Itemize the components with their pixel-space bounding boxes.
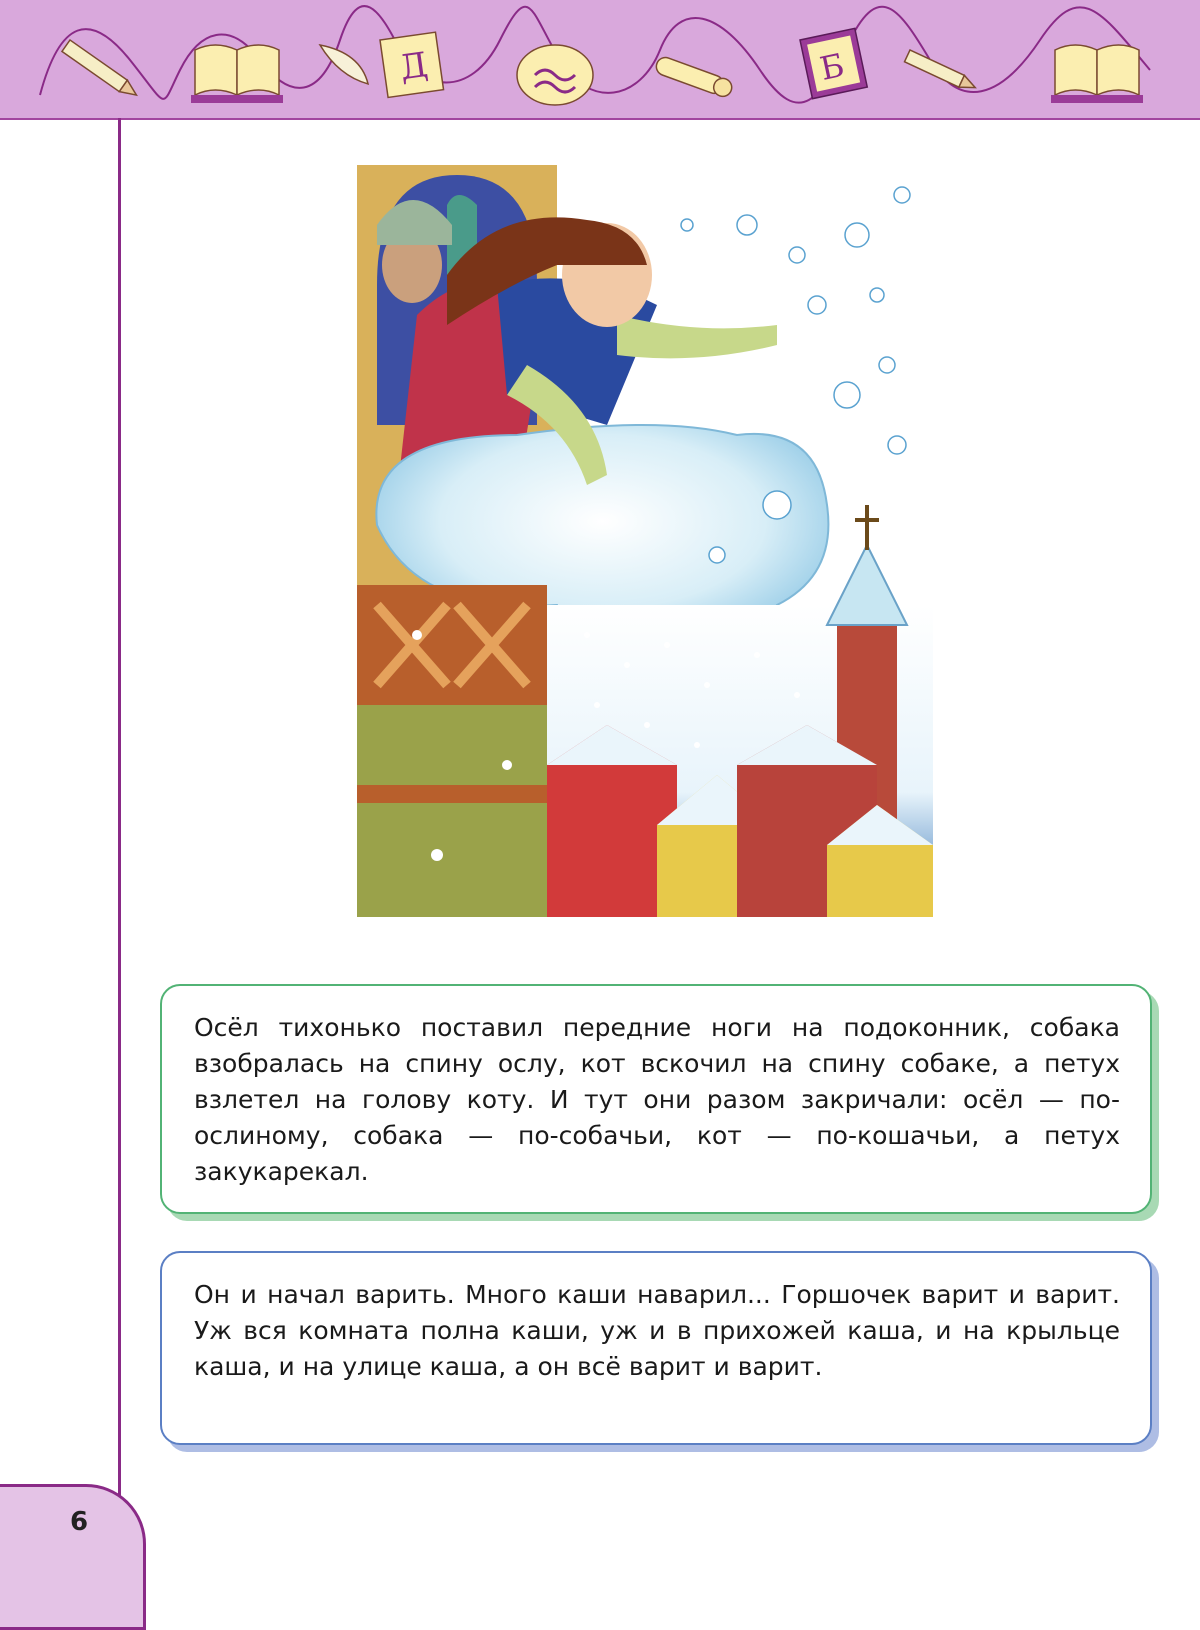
letter-card-icon: [380, 32, 444, 97]
illustration: [357, 165, 933, 917]
wavy-stone-icon: [517, 45, 593, 105]
page-number-tab: [0, 1484, 146, 1630]
quill-icon: [313, 42, 375, 84]
passage-box-2: [160, 1251, 1152, 1445]
margin-line: [118, 118, 121, 1498]
scroll-icon: [654, 55, 734, 99]
open-book-icon: [191, 45, 283, 103]
passage-text-1: Осёл тихонько поставил передние ноги на подоконник, собака взобралась на спину ослу, кот вскочил на спину собаке, а петух взлетел на голову коту. И тут они разом закричали: осёл — по-ослиному, собака — по-собачьи, кот — по-кошачьи, а петух закукарекал.: [194, 1013, 1120, 1186]
passage-text-2: Он и начал варить. Много каши наварил... Горшочек варит и варит. Уж вся комната полна каши, уж и в прихожей каша, и на крыльце каша, и на улице каша, а он всё варит и варит.: [194, 1280, 1120, 1381]
header-decoration: [0, 0, 1200, 118]
passage-box-1: [160, 984, 1152, 1214]
header-banner: [0, 0, 1200, 120]
balcony: [357, 585, 547, 705]
pencil-icon: [905, 50, 978, 93]
open-book-icon: [1051, 45, 1143, 103]
letter-book-icon: [800, 28, 867, 98]
svg-text:Б: Б: [816, 45, 848, 88]
svg-text:Д: Д: [397, 44, 431, 89]
page-number: 6: [70, 1507, 89, 1537]
pencil-icon: [62, 40, 140, 101]
